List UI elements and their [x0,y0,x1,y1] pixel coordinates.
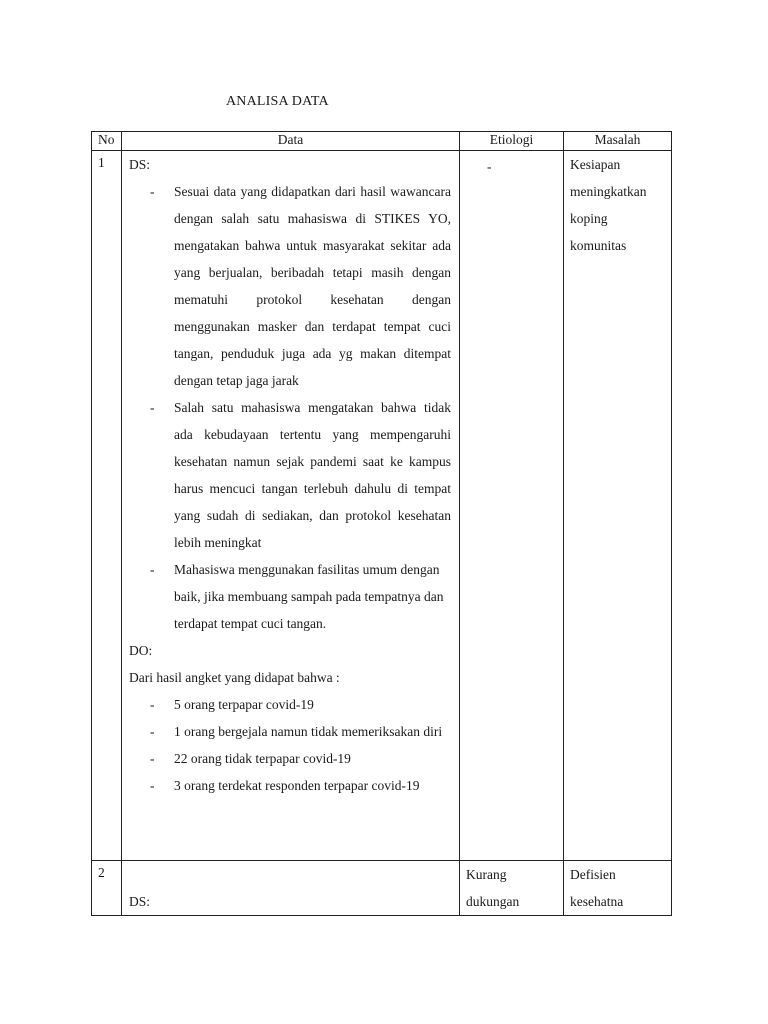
header-no: No [92,132,122,151]
list-item: - 5 orang terpapar covid-19 [129,691,451,718]
list-item: - Salah satu mahasiswa mengatakan bahwa tidak ada kebudayaan tertentu yang mempengaruhi kesehatan namun sejak pandemi saat ke kampus harus mencuci tangan terlebuh dahulu di tempat yang sudah di sediakan, dan protokol kesehatan lebih meningkat [129,394,451,556]
table-row [92,151,672,861]
etiologi-value: - [487,159,492,174]
masalah-line: Defisien [570,867,616,882]
table-row [92,861,672,916]
data-cell [122,861,460,916]
list-item: - 1 orang bergejala namun tidak memeriksakan diri [129,718,451,745]
table-header-row [92,132,672,151]
masalah-line: Kesiapan [570,157,621,172]
etiologi-cell [460,151,564,861]
header-masalah: Masalah [564,132,672,151]
masalah-line: komunitas [570,238,627,253]
masalah-cell [564,861,672,916]
row-number: 2 [92,861,122,916]
list-item: - 22 orang tidak terpapar covid-19 [129,745,451,772]
masalah-cell [564,151,672,861]
etiologi-line: Kurang [466,867,507,882]
ds-list [129,178,451,637]
list-item: - Mahasiswa menggunakan fasilitas umum dengan baik, jika membuang sampah pada tempatnya dan terdapat tempat cuci tangan. [129,556,451,637]
page-title: ANALISA DATA [226,94,329,109]
etiologi-line: dukungan [466,894,520,909]
ds-label: DS: [129,157,151,172]
analysis-table [91,131,672,916]
masalah-line: koping [570,211,608,226]
masalah-line: kesehatna [570,894,624,909]
ds-label: DS: [129,894,151,909]
list-item: - Sesuai data yang didapatkan dari hasil wawancara dengan salah satu mahasiswa di STIKES YO, mengatakan bahwa untuk masyarakat sekitar ada yang berjualan, beribadah tetapi masih dengan mematuhi protokol kesehatan dengan menggunakan masker dan terdapat tempat cuci tangan, penduduk juga ada yg makan ditempat dengan tetap jaga jarak [129,178,451,394]
masalah-line: meningkatkan [570,184,647,199]
do-intro: Dari hasil angket yang didapat bahwa : [129,670,340,685]
data-cell [122,151,460,861]
etiologi-cell [460,861,564,916]
list-item: - 3 orang terdekat responden terpapar covid-19 [129,772,451,799]
row-number: 1 [92,151,122,861]
do-label: DO: [129,643,153,658]
header-etiologi: Etiologi [460,132,564,151]
header-data: Data [122,132,460,151]
do-list [129,691,451,799]
